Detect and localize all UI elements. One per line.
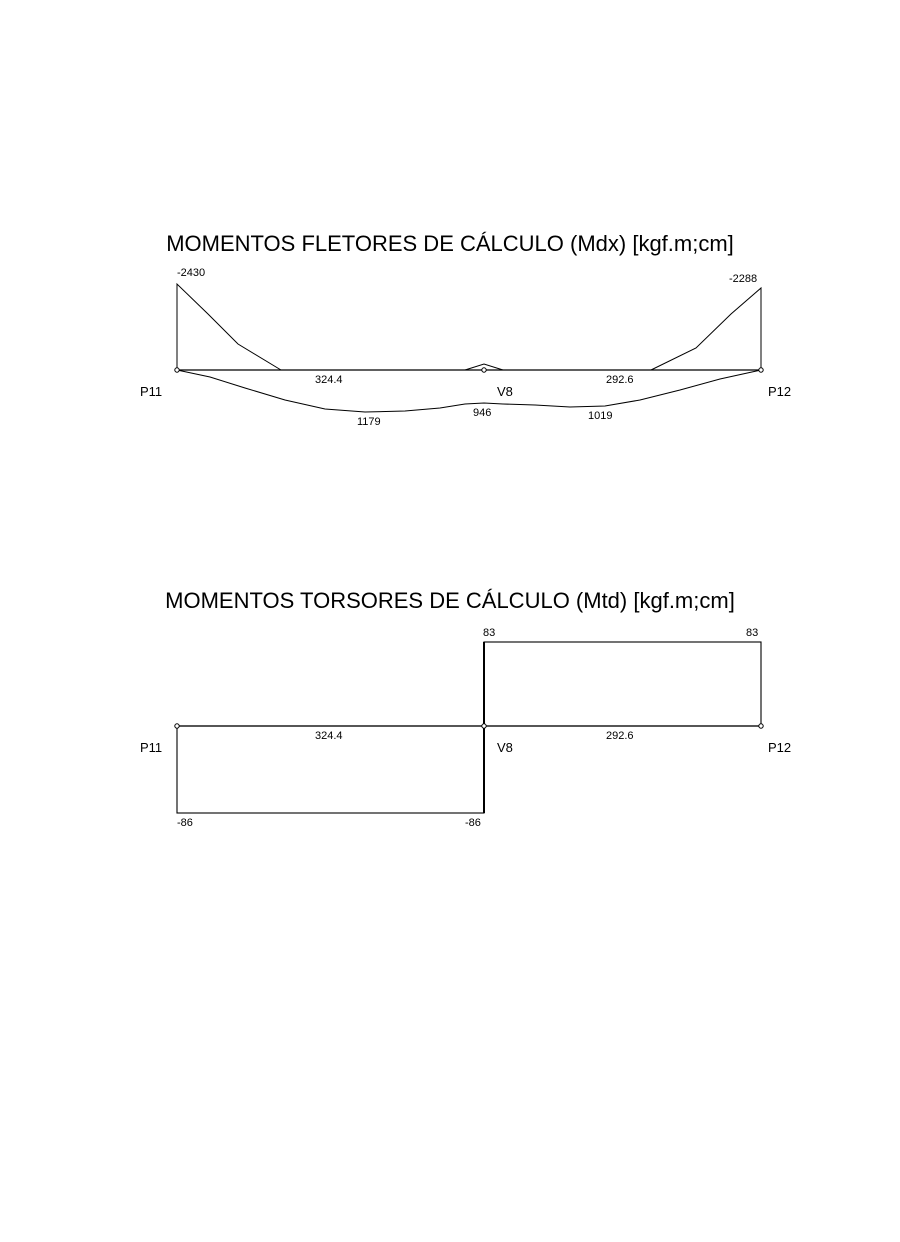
moment-label-span2-max: 1019 [588,410,613,422]
node-label-p12: P12 [768,384,792,399]
node-marker-p11 [175,368,179,372]
node-marker-v8-mtd [482,724,486,728]
bending-moment-diagram [140,267,791,428]
torsion-label-span1-left: -86 [177,817,193,829]
node-label-v8: V8 [497,384,513,399]
node-label-p11-mtd: P11 [140,740,163,755]
span-length-2: 292.6 [606,374,634,386]
node-marker-p12 [759,368,763,372]
negative-moment-right [651,288,761,370]
torsion-label-span1-right: -86 [465,817,481,829]
negative-moment-left [177,284,281,370]
positive-moment-curve [177,370,761,412]
node-label-p12-mtd: P12 [768,740,792,755]
torsion-block-span2 [484,642,761,726]
node-marker-p12-mtd [759,724,763,728]
node-marker-v8 [482,368,486,372]
moment-label-mid-support: 946 [473,407,492,419]
moment-label-left-support: -2430 [177,267,206,279]
span-length-1: 324.4 [315,374,343,386]
bending-moment-title: MOMENTOS FLETORES DE CÁLCULO (Mdx) [kgf.m;cm] [166,231,734,256]
moment-label-span1-max: 1179 [357,416,381,428]
node-marker-p11-mtd [175,724,179,728]
torsion-label-span2-left: 83 [483,627,496,639]
node-label-p11: P11 [140,384,163,399]
node-label-v8-mtd: V8 [497,740,513,755]
torsion-moment-title: MOMENTOS TORSORES DE CÁLCULO (Mtd) [kgf.m;cm] [165,588,735,613]
span-length-2-mtd: 292.6 [606,730,634,742]
moment-label-right-support: -2288 [729,273,758,285]
torsion-label-span2-right: 83 [746,627,759,639]
span-length-1-mtd: 324.4 [315,730,343,742]
torsion-moment-diagram [140,627,791,829]
